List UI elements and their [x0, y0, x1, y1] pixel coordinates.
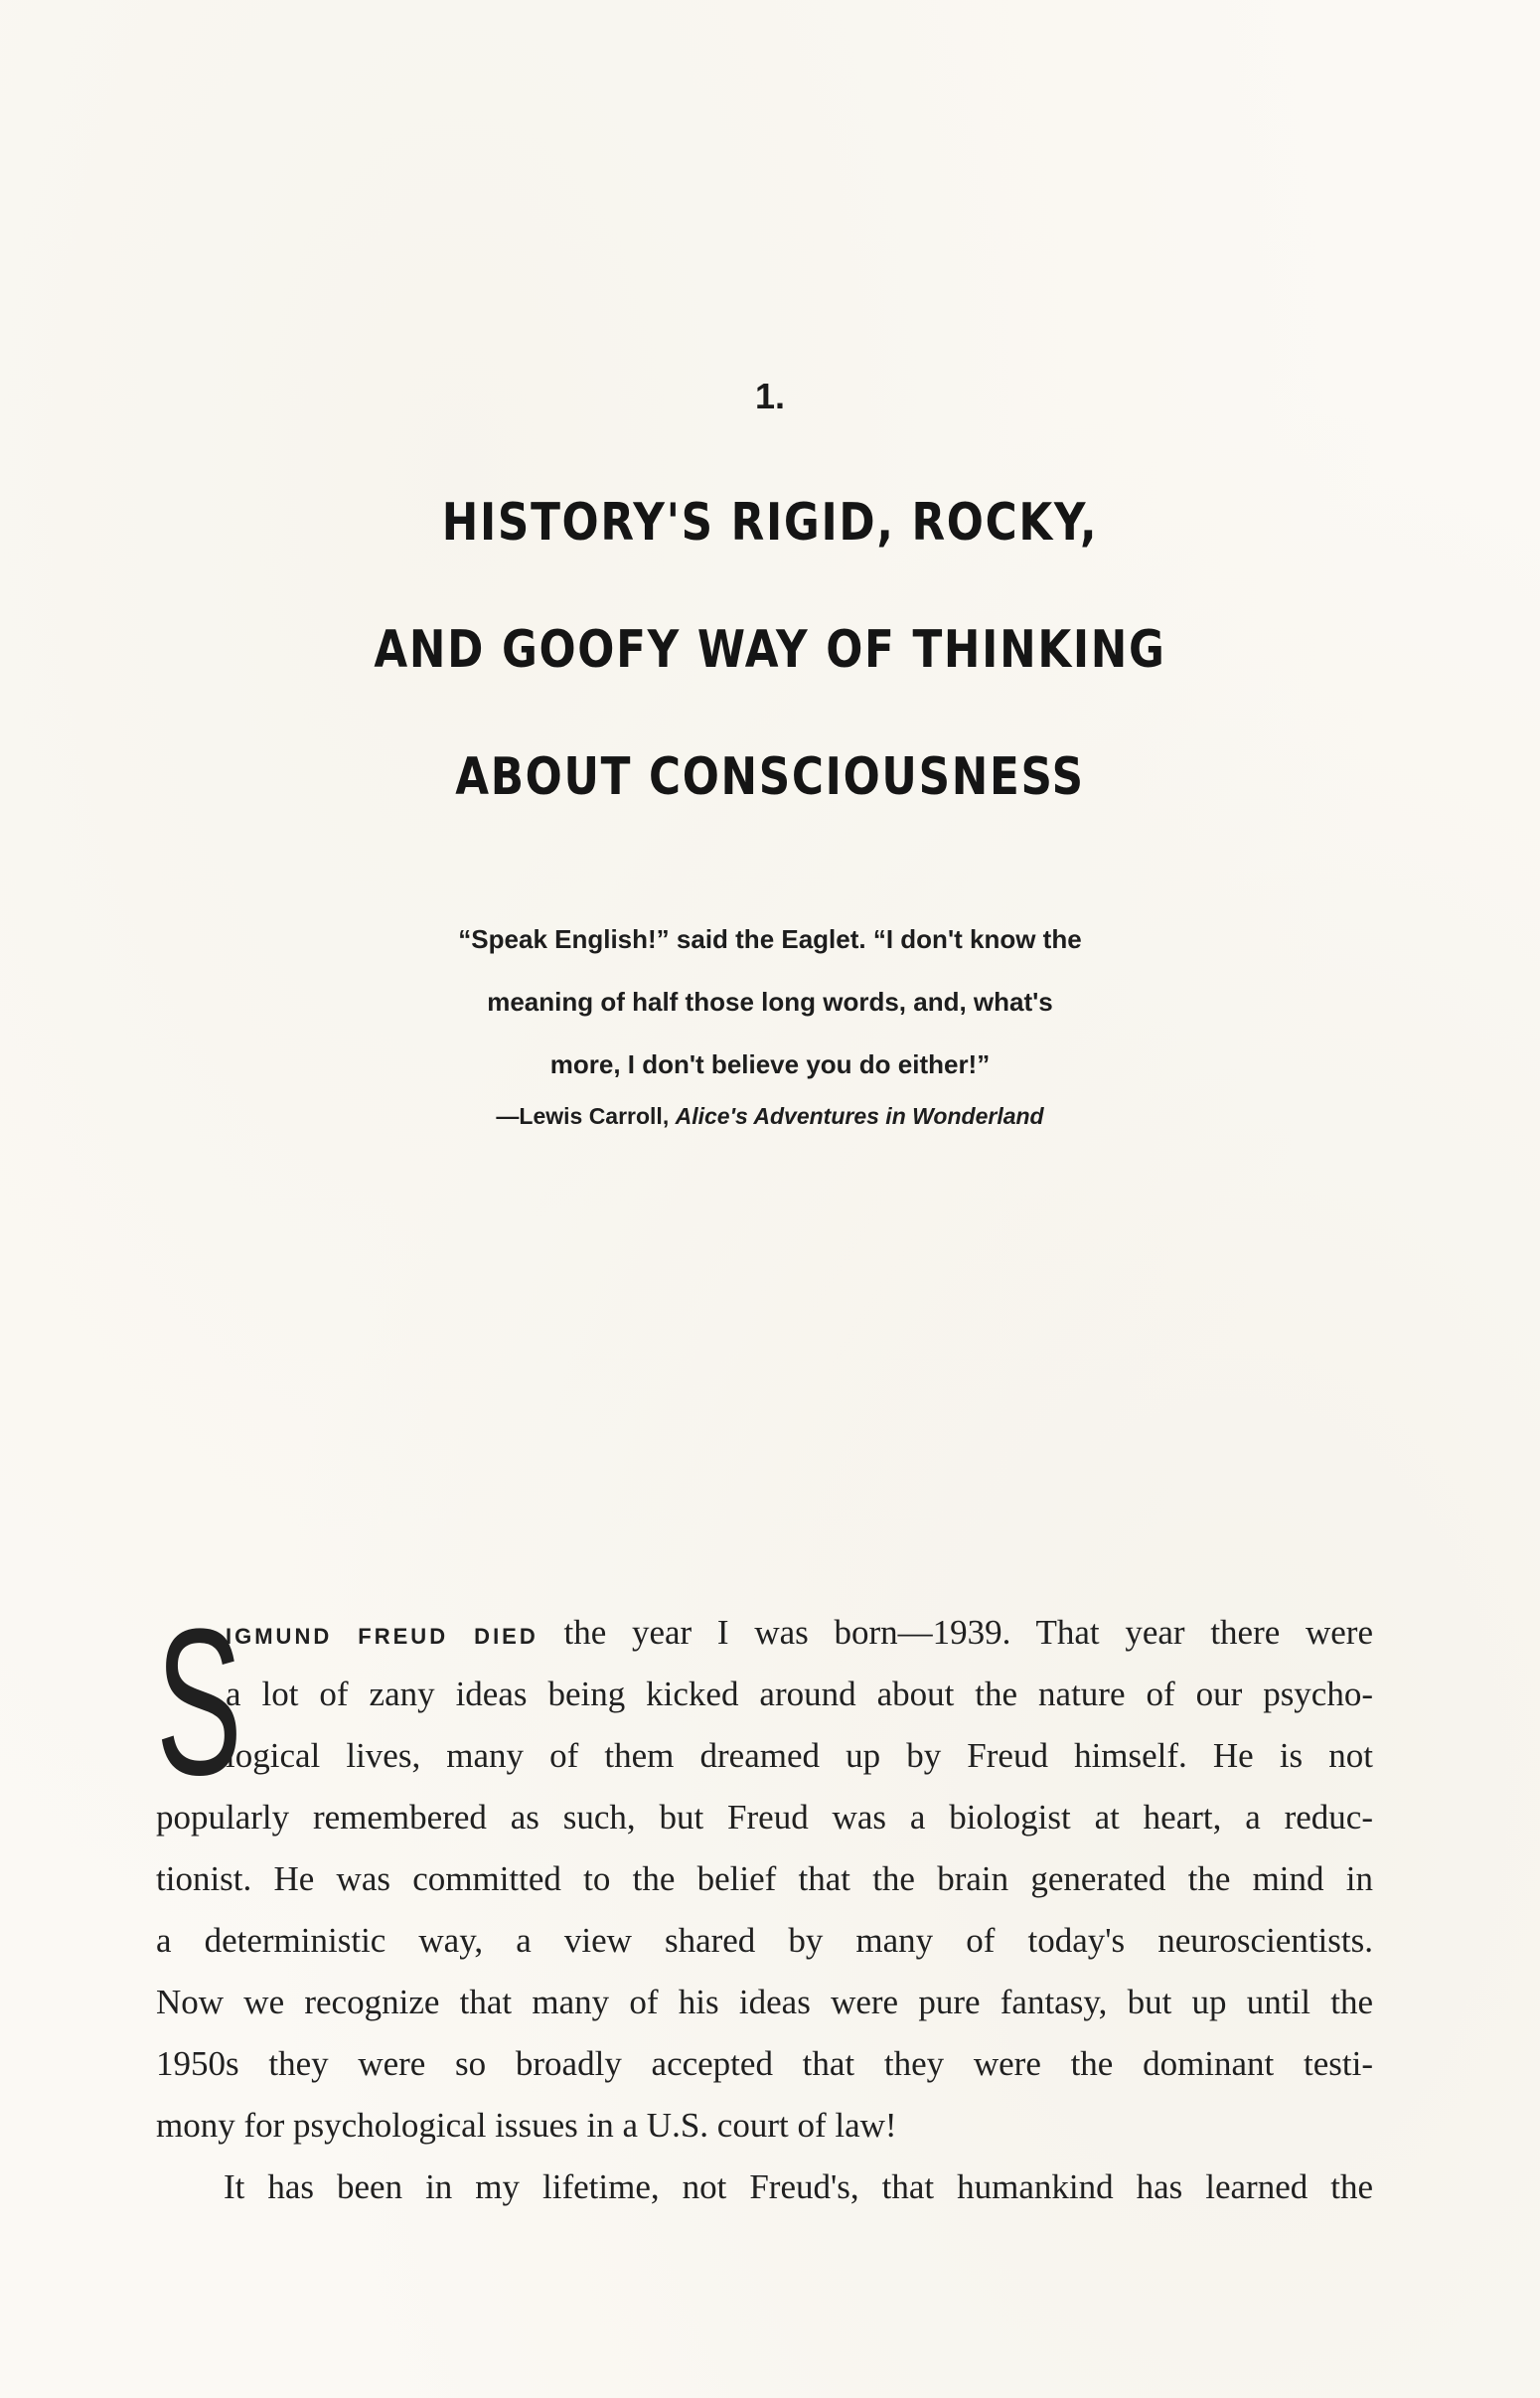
chapter-number: 1. — [754, 376, 786, 416]
body-line: popularly remembered as such, but Freud was a biologist at heart, a reduc- — [156, 1798, 1373, 1837]
epigraph-quote — [0, 908, 1540, 1096]
epigraph-line: more, I don't believe you do either!” — [549, 1049, 991, 1079]
drop-cap: S — [156, 1585, 242, 1819]
body-line: a deterministic way, a view shared by many of today's neuroscientists. — [156, 1921, 1373, 1960]
epigraph-line: “Speak English!” said the Eaglet. “I don't know the — [458, 924, 1082, 954]
chapter-title — [123, 459, 1417, 841]
body-line: It has been in my lifetime, not Freud's, that humankind has learned the — [224, 2167, 1373, 2206]
body-line: logical lives, many of them dreamed up by Freud himself. He is not — [226, 1736, 1373, 1775]
body-line: 1950s they were so broadly accepted that they were the dominant testi- — [156, 2044, 1373, 2083]
body-line: a lot of zany ideas being kicked around about the nature of our psycho- — [226, 1675, 1373, 1713]
body-line-text: the year I was born—1939. That year there were — [538, 1613, 1374, 1652]
body-line: tionist. He was committed to the belief that the brain generated the mind in — [156, 1859, 1373, 1898]
chapter-title-line: ABOUT CONSCIOUSNESS — [455, 747, 1085, 807]
attribution-author: —Lewis Carroll, — [496, 1103, 676, 1129]
body-line — [226, 1602, 1373, 1664]
lead-in-smallcaps: IGMUND FREUD DIED — [226, 1624, 539, 1649]
chapter-title-line: AND GOOFY WAY OF THINKING — [374, 620, 1166, 680]
epigraph-attribution — [0, 1103, 1540, 1130]
body-line: mony for psychological issues in a U.S. court of law! — [156, 2106, 897, 2145]
body-line: Now we recognize that many of his ideas were pure fantasy, but up until the — [156, 1983, 1373, 2021]
attribution-work-title: Alice's Adventures in Wonderland — [675, 1103, 1044, 1129]
chapter-title-line: HISTORY'S RIGID, ROCKY, — [441, 493, 1099, 553]
epigraph-line: meaning of half those long words, and, what's — [487, 987, 1053, 1017]
